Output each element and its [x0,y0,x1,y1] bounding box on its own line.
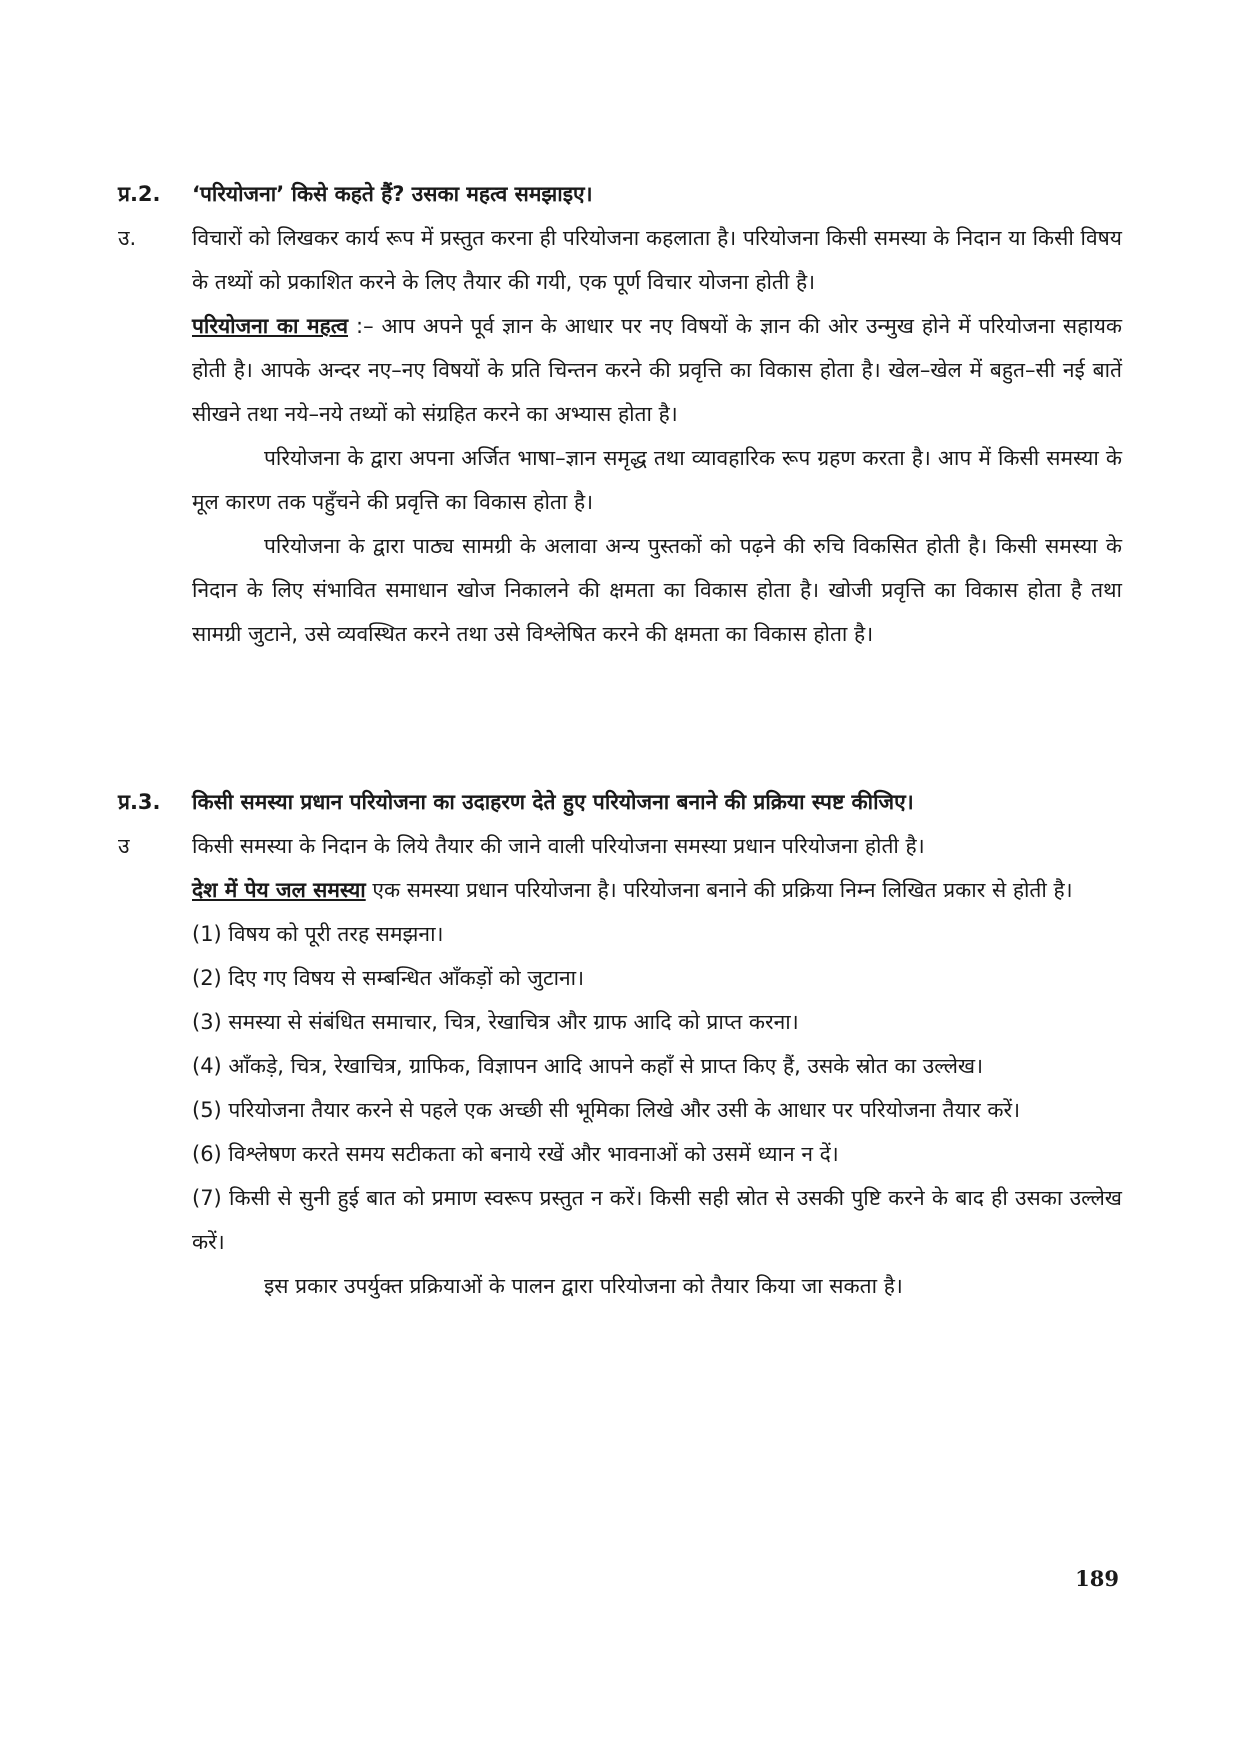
step-item: (7) किसी से सुनी हुई बात को प्रमाण स्वरूप प्रस्तुत न करें। किसी सही स्रोत से उसकी पुष्टि करने के बाद ही उसका उल्लेख करें। [192,1186,1122,1254]
question-3-label: प्र.3. [118,790,161,814]
step-item: (3) समस्या से संबंधित समाचार, चित्र, रेखाचित्र और ग्राफ आदि को प्राप्त करना। [192,1010,799,1034]
step-item: (6) विश्लेषण करते समय सटीकता को बनाये रखें और भावनाओं को उसमें ध्यान न दें। [192,1142,839,1166]
answer-2-row [118,216,1122,656]
question-2-label: प्र.2. [118,182,161,206]
answer-3-body [192,824,1122,1308]
example-text: एक समस्या प्रधान परियोजना है। परियोजना बनाने की प्रक्रिया निम्न लिखित प्रकार से होती है। [365,878,1073,902]
answer-2-paragraph-1: विचारों को लिखकर कार्य रूप में प्रस्तुत करना ही परियोजना कहलाता है। परियोजना किसी समस्या के निदान या किसी विषय के तथ्यों को प्रकाशित करने के लिए तैयार की गयी, एक पूर्ण विचार योजना होती है। [192,226,1122,294]
question-2-block [118,172,1122,656]
step-item: (4) आँकड़े, चित्र, रेखाचित्र, ग्राफिक, विज्ञापन आदि आपने कहाँ से प्राप्त किए हैं, उसके स्रोत का उल्लेख। [192,1054,984,1078]
answer-3-label: उ [118,834,130,858]
importance-heading: परियोजना का महत्व [192,314,349,338]
question-3-text: किसी समस्या प्रधान परियोजना का उदाहरण देते हुए परियोजना बनाने की प्रक्रिया स्पष्ट कीजिए। [192,790,914,814]
example-heading: देश में पेय जल समस्या [192,878,366,902]
answer-3-row [118,824,1122,1308]
answer-2-paragraph-2 [192,304,1122,436]
question-2-row [118,172,1122,216]
question-2-text: ‘परियोजना’ किसे कहते हैं? उसका महत्व समझाइए। [192,182,593,206]
question-3-block [118,780,1122,1308]
page-number: 189 [1075,1566,1119,1591]
step-item: (1) विषय को पूरी तरह समझना। [192,922,444,946]
answer-3-conclusion: इस प्रकार उपर्युक्त प्रक्रियाओं के पालन द्वारा परियोजना को तैयार किया जा सकता है। [264,1274,903,1298]
answer-3-paragraph-2 [192,868,1122,912]
answer-3-paragraph-1: किसी समस्या के निदान के लिये तैयार की जाने वाली परियोजना समस्या प्रधान परियोजना होती है। [192,834,925,858]
answer-2-paragraph-4: परियोजना के द्वारा पाठ्य सामग्री के अलावा अन्य पुस्तकों को पढ़ने की रुचि विकसित होती है। किसी समस्या के निदान के लिए संभावित समाधान खोज निकालने की क्षमता का विकास होता है। खोजी प्रवृत्ति का विकास होता है तथा सामग्री जुटाने, उसे व्यवस्थित करने तथा उसे विश्लेषित करने की क्षमता का विकास होता है। [192,534,1122,646]
question-3-row [118,780,1122,824]
answer-2-body [192,216,1122,656]
step-item: (2) दिए गए विषय से सम्बन्धित आँकड़ों को जुटाना। [192,966,585,990]
step-item: (5) परियोजना तैयार करने से पहले एक अच्छी सी भूमिका लिखे और उसी के आधार पर परियोजना तैयार करें। [192,1098,1021,1122]
answer-2-paragraph-3: परियोजना के द्वारा अपना अर्जित भाषा–ज्ञान समृद्ध तथा व्यावहारिक रूप ग्रहण करता है। आप में किसी समस्या के मूल कारण तक पहुँचने की प्रवृत्ति का विकास होता है। [192,446,1122,514]
answer-2-label: उ. [118,226,137,250]
importance-text: :– आप अपने पूर्व ज्ञान के आधार पर नए विषयों के ज्ञान की ओर उन्मुख होने में परियोजना सहायक होती है। आपके अन्दर नए–नए विषयों के प्रति चिन्तन करने की प्रवृत्ति का विकास होता है। खेल–खेल में बहुत–सी नई बातें सीखने तथा नये–नये तथ्यों को संग्रहित करने का अभ्यास होता है। [192,314,1123,426]
